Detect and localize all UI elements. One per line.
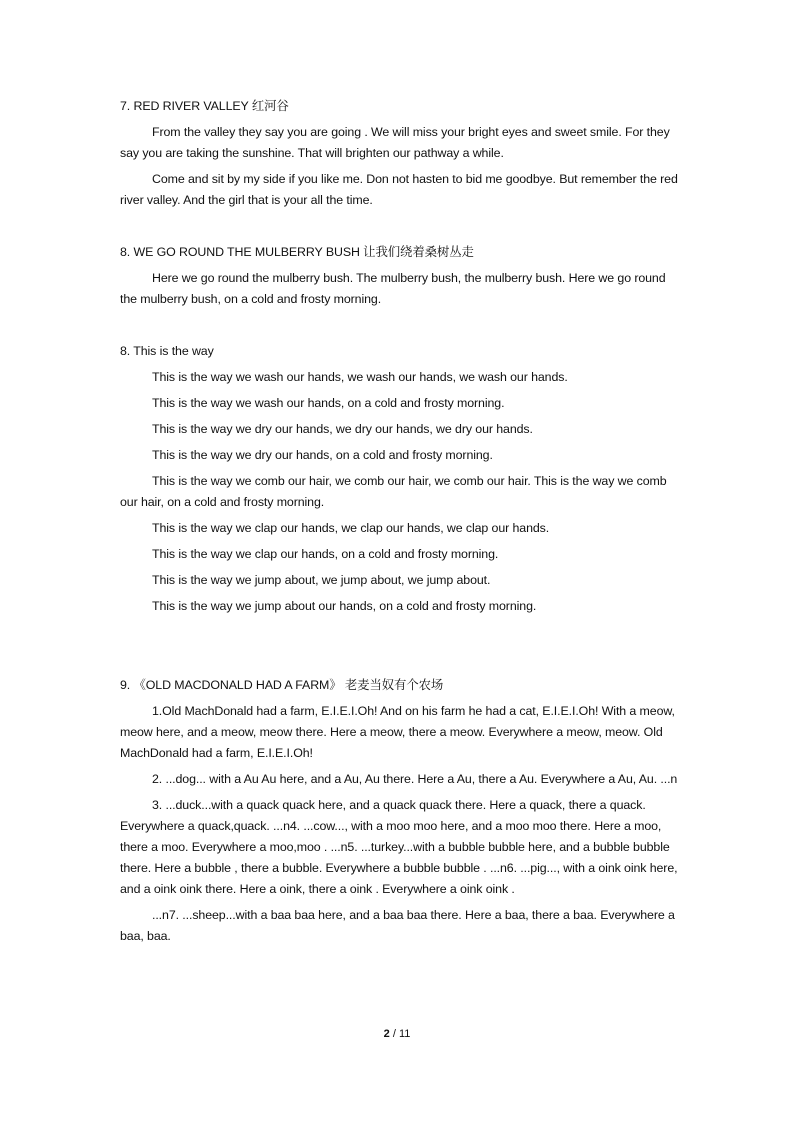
paragraph: 2. ...dog... with a Au Au here, and a Au, Au there. Here a Au, there a Au. Everywhere a Au, Au. ...n [152, 772, 678, 786]
paragraph: This is the way we dry our hands, on a cold and frosty morning. [152, 448, 493, 462]
total-pages: 11 [398, 1028, 411, 1040]
paragraph: 3. ...duck...with a quack quack here, and a quack quack there. Here a quack, there a quack. Everywhere a quack,quack. ...n4. ...cow..., with a moo moo here, and a moo moo there. Here a moo, there a moo. Everywhere a moo,moo . ...n5. ...turkey...with a bubble bubble here, and a bubble bubble there. Here a bubble , there a bubble. Everywhere a bubble bubble . ...n6. ...pig..., with a oink oink here, and a oink oink there. Here a oink, there a oink . Everywhere a oink oink . [120, 798, 678, 896]
paragraph: This is the way we comb our hair, we comb our hair, we comb our hair. This is the way we comb our hair, on a cold and frosty morning. [120, 474, 667, 509]
paragraph: This is the way we jump about our hands, on a cold and frosty morning. [152, 599, 537, 613]
paragraph: Here we go round the mulberry bush. The mulberry bush, the mulberry bush. Here we go round the mulberry bush, on a cold and frosty morning. [120, 271, 666, 306]
paragraph: This is the way we clap our hands, we clap our hands, we clap our hands. [152, 521, 550, 535]
section-heading: 8. This is the way [120, 344, 214, 358]
page-number-footer [0, 1026, 794, 1042]
paragraph: 1.Old MachDonald had a farm, E.I.E.I.Oh! And on his farm he had a cat, E.I.E.I.Oh! With a meow, meow here, and a meow, meow there. Here a meow, there a meow. Everywhere a meow, meow. Old MachDonald had a farm, E.I.E.I.Oh! [120, 704, 675, 760]
section-heading: 9. 《OLD MACDONALD HAD A FARM》 老麦当奴有个农场 [120, 678, 444, 692]
paragraph: This is the way we jump about, we jump about, we jump about. [152, 573, 491, 587]
page-separator: / [389, 1028, 399, 1040]
spacer [120, 622, 680, 675]
paragraph: Come and sit by my side if you like me. Don not hasten to bid me goodbye. But remember the red river valley. And the girl that is your all the time. [120, 172, 678, 207]
spacer [120, 216, 680, 242]
paragraph: This is the way we clap our hands, on a cold and frosty morning. [152, 547, 499, 561]
page-content [120, 96, 680, 952]
section-mulberry-bush [120, 242, 680, 310]
paragraph: From the valley they say you are going . We will miss your bright eyes and sweet smile. For they say you are taking the sunshine. That will brighten our pathway a while. [120, 125, 670, 160]
section-old-macdonald [120, 675, 680, 947]
section-red-river-valley [120, 96, 680, 211]
paragraph: This is the way we wash our hands, on a cold and frosty morning. [152, 396, 505, 410]
section-heading: 8. WE GO ROUND THE MULBERRY BUSH 让我们绕着桑树丛走 [120, 245, 474, 259]
paragraph: ...n7. ...sheep...with a baa baa here, and a baa baa there. Here a baa, there a baa. Everywhere a baa, baa. [120, 908, 675, 943]
section-heading: 7. RED RIVER VALLEY 红河谷 [120, 99, 289, 113]
current-page-number: 2 [383, 1028, 390, 1040]
paragraph: This is the way we wash our hands, we wash our hands, we wash our hands. [152, 370, 568, 384]
paragraph: This is the way we dry our hands, we dry our hands, we dry our hands. [152, 422, 533, 436]
spacer [120, 315, 680, 341]
section-this-is-the-way [120, 341, 680, 617]
